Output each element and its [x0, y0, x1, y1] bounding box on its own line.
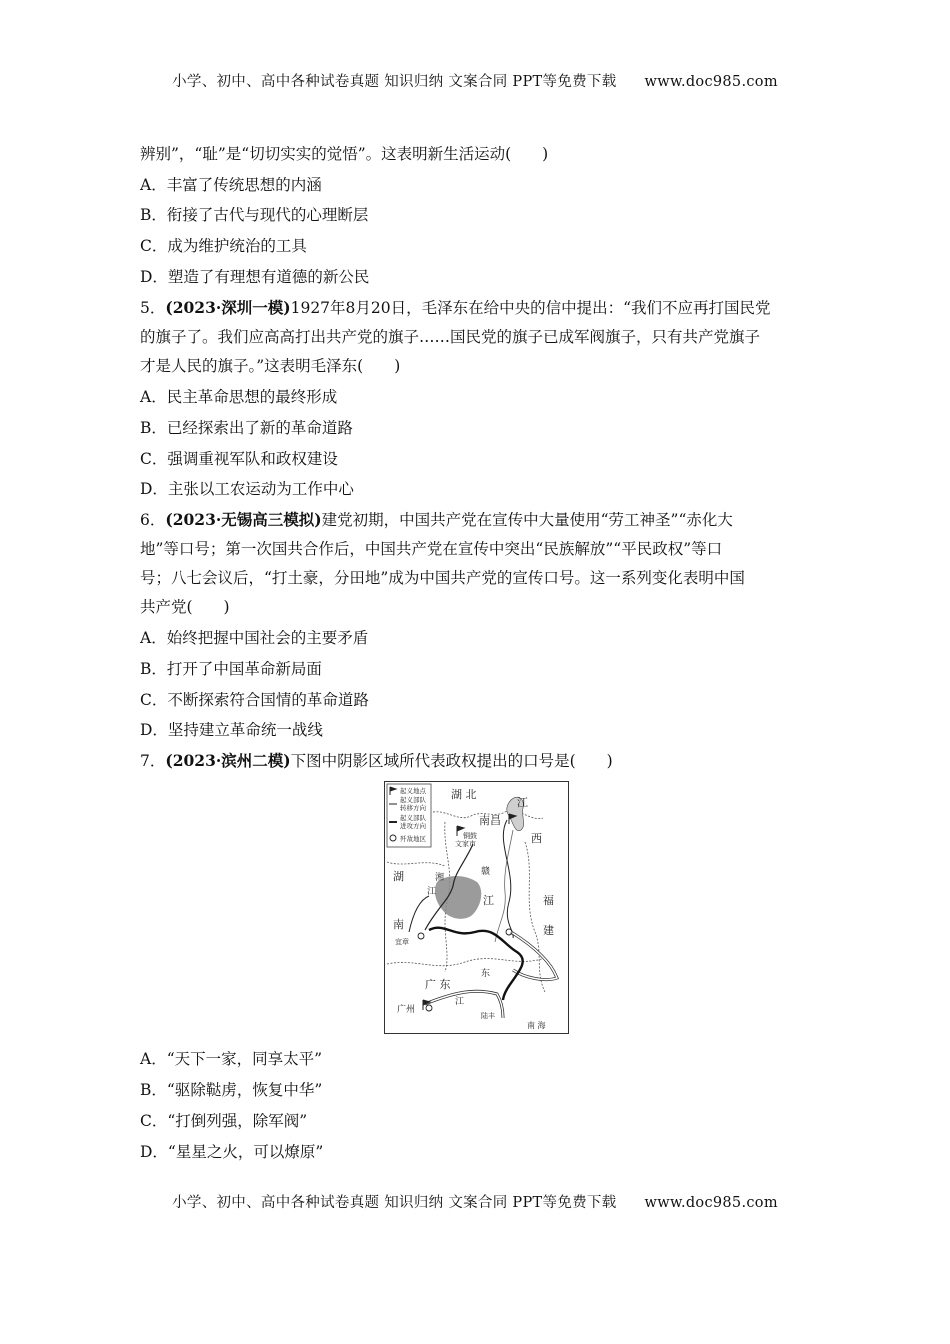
q7-option-d: D．“星星之火，可以燎原” — [140, 1143, 324, 1161]
label-hu: 湖 — [393, 870, 404, 883]
battle-marker-yizhang — [418, 933, 424, 939]
label-dong: 东 — [481, 969, 491, 979]
legend-troops-2: 起义部队 — [400, 814, 426, 822]
label-nanhai: 南 海 — [527, 1021, 546, 1030]
q4-option-c: C．成为维护统治的工具 — [140, 237, 307, 255]
q6-option-c: C．不断探索符合国情的革命道路 — [140, 691, 369, 709]
q5-stem-line2: 的旗子了。我们应高高打出共产党的旗子……国民党的旗子已成军阀旗子，只有共产党旗子 — [140, 328, 761, 346]
header-promo: 小学、初中、高中各种试卷真题 知识归纳 文案合同 PPT等免费下载 — [172, 74, 617, 90]
q7-text1: 下图中阴影区域所代表政权提出的口号是( ) — [290, 752, 613, 770]
q5-option-a: A．民主革命思想的最终形成 — [140, 388, 338, 406]
legend-transfer-direction: 转移方向 — [400, 804, 426, 812]
battle-marker-guangzhou — [426, 1005, 432, 1011]
label-gan: 赣 — [481, 867, 491, 877]
q6-text1: 建党初期，中国共产党在宣传中大量使用“劳工神圣”“赤化大 — [321, 511, 733, 529]
label-guangdong: 广 东 — [425, 978, 451, 991]
label-jiang3: 江 — [483, 894, 494, 907]
label-lufeng: 陆丰 — [481, 1012, 495, 1020]
label-hubei: 湖 北 — [451, 788, 477, 801]
label-jiang2: 江 — [427, 887, 437, 897]
q5-stem-line3: 才是人民的旗子。”这表明毛泽东( ) — [140, 357, 401, 375]
label-wenjiashi: 文家市 — [455, 840, 476, 848]
label-yizhang: 宜章 — [395, 938, 409, 946]
q6-number: 6． — [140, 511, 166, 529]
legend-attack-direction: 进攻方向 — [400, 822, 426, 830]
label-fu: 福 — [543, 894, 554, 907]
q4-option-a: A．丰富了传统思想的内涵 — [140, 176, 322, 194]
label-xi: 西 — [531, 832, 542, 845]
header-site[interactable]: www.doc985.com — [644, 74, 778, 90]
q6-stem-line4: 共产党( ) — [140, 598, 230, 616]
label-jiang1: 江 — [517, 796, 528, 809]
q7-option-b: B．“驱除鞑虏，恢复中华” — [140, 1081, 323, 1099]
q6-option-a: A．始终把握中国社会的主要矛盾 — [140, 629, 369, 647]
uprising-map-svg — [385, 782, 568, 1033]
q5-option-c: C．强调重视军队和政权建设 — [140, 450, 338, 468]
label-nan: 南 — [393, 918, 404, 931]
footer-site[interactable]: www.doc985.com — [644, 1195, 778, 1211]
q7-stem-line1 — [140, 751, 613, 771]
label-guangzhou: 广州 — [397, 1005, 416, 1015]
q6-stem-line2: 地”等口号；第一次国共合作后，中国共产党在宣传中突出“民族解放”“平民政权”等口 — [140, 540, 723, 558]
q4-stem-continuation: 辨别”，“耻”是“切切实实的觉悟”。这表明新生活运动( ) — [140, 145, 549, 163]
q7-option-a: A．“天下一家，同享太平” — [140, 1050, 323, 1068]
q5-stem-line1 — [140, 298, 771, 318]
legend-troops-1: 起义部队 — [400, 796, 426, 804]
q6-source: (2023·无锡高三模拟) — [165, 510, 322, 529]
boundary-jiangxi-fujian — [525, 842, 545, 992]
q5-text1: 1927年8月20日，毛泽东在给中央的信中提出：“我们不应再打国民党 — [290, 299, 771, 317]
label-xiang: 湘 — [435, 873, 445, 883]
q7-number: 7． — [140, 752, 166, 770]
boundary-hunan-north — [387, 862, 445, 866]
q7-option-c: C．“打倒列强，除军阀” — [140, 1112, 308, 1130]
footer-promo: 小学、初中、高中各种试卷真题 知识归纳 文案合同 PPT等免费下载 — [172, 1195, 617, 1211]
q5-option-b: B．已经探索出了新的革命道路 — [140, 419, 353, 437]
q5-source: (2023·深圳一模) — [165, 298, 291, 317]
q6-stem-line1 — [140, 510, 733, 530]
q6-option-d: D．坚持建立革命统一战线 — [140, 721, 323, 739]
page-header — [0, 70, 950, 91]
q4-option-d: D．塑造了有理想有道德的新公民 — [140, 268, 370, 286]
q5-option-d: D．主张以工农运动为工作中心 — [140, 480, 354, 498]
label-nanchang: 南昌 — [479, 814, 501, 827]
q6-stem-line3: 号；八七会议后，“打土豪，分田地”成为中国共产党的宣传口号。这一系列变化表明中国 — [140, 569, 745, 587]
uprising-map — [384, 781, 569, 1034]
label-tonggu: 铜鼓 — [463, 832, 477, 840]
label-jian: 建 — [543, 924, 554, 937]
label-jiang4: 江 — [455, 997, 465, 1007]
legend-battle-area: 歼敌地区 — [400, 835, 426, 843]
q6-option-b: B．打开了中国革命新局面 — [140, 660, 322, 678]
legend-uprising-site: 起义地点 — [400, 787, 426, 795]
q7-source: (2023·滨州二模) — [165, 751, 291, 770]
page-footer — [0, 1191, 950, 1212]
q5-number: 5． — [140, 299, 166, 317]
route-hunan — [409, 896, 429, 932]
q4-option-b: B．衔接了古代与现代的心理断层 — [140, 206, 369, 224]
